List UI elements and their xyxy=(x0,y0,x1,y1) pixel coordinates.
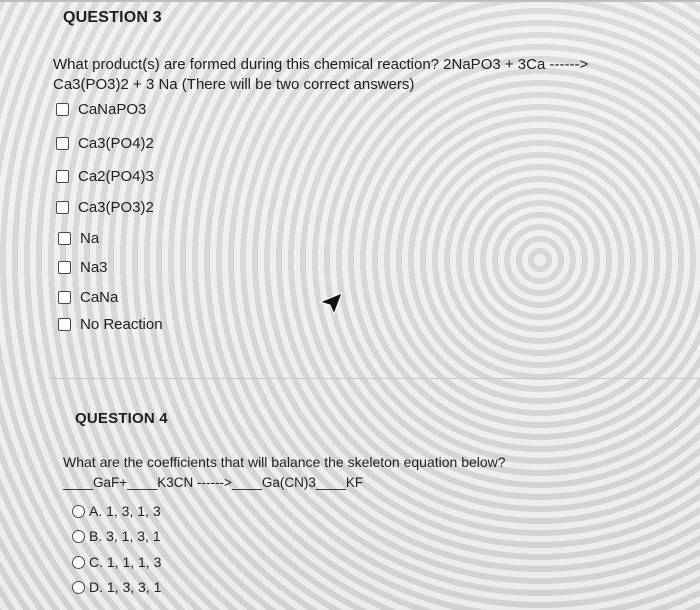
checkbox[interactable] xyxy=(58,232,71,245)
q4-option-c[interactable] xyxy=(72,551,161,573)
q3-option-ca2po43[interactable] xyxy=(56,165,154,187)
radio-button[interactable] xyxy=(72,505,85,518)
section-divider xyxy=(48,378,700,379)
q3-option-label: Na3 xyxy=(80,258,108,276)
radio-button[interactable] xyxy=(72,581,85,594)
q3-option-na3[interactable] xyxy=(58,256,108,278)
q3-option-cana[interactable] xyxy=(58,286,118,308)
question-4-stem: What are the coefficients that will balance the skeleton equation below? xyxy=(63,454,506,470)
checkbox[interactable] xyxy=(56,137,69,150)
checkbox[interactable] xyxy=(58,261,71,274)
checkbox[interactable] xyxy=(58,318,71,331)
q3-option-label: CaNaPO3 xyxy=(78,100,147,118)
q4-option-label: D. 1, 3, 3, 1 xyxy=(89,579,162,595)
q4-option-d[interactable] xyxy=(72,576,161,598)
question-4-equation: ____GaF+____K3CN ------>____Ga(CN)3____KF xyxy=(63,475,364,490)
q3-option-label: CaNa xyxy=(80,288,119,306)
q3-option-label: Ca3(PO4)2 xyxy=(78,134,154,152)
q4-option-label: C. 1, 1, 1, 3 xyxy=(89,554,162,570)
q3-option-label: Na xyxy=(80,229,100,247)
question-3-stem-line-2: Ca3(PO3)2 + 3 Na (There will be two correct answers) xyxy=(53,76,415,93)
question-3-header: QUESTION 3 xyxy=(63,9,162,26)
top-divider xyxy=(0,0,700,2)
question-3-stem-line-1: What product(s) are formed during this chemical reaction? 2NaPO3 + 3Ca ------> xyxy=(53,56,589,73)
q4-option-label: B. 3, 1, 3, 1 xyxy=(89,528,161,544)
q3-option-ca3po32[interactable] xyxy=(56,196,154,218)
checkbox[interactable] xyxy=(56,103,69,116)
mouse-cursor-icon xyxy=(318,290,344,321)
q3-option-label: No Reaction xyxy=(80,315,163,333)
q3-option-na[interactable] xyxy=(58,227,99,249)
q4-option-a[interactable] xyxy=(72,500,161,522)
checkbox[interactable] xyxy=(58,291,71,304)
checkbox[interactable] xyxy=(56,201,69,214)
q3-option-ca3po42[interactable] xyxy=(56,132,154,154)
checkbox[interactable] xyxy=(56,170,69,183)
radio-button[interactable] xyxy=(72,530,85,543)
q3-option-label: Ca3(PO3)2 xyxy=(78,198,154,216)
question-4-header: QUESTION 4 xyxy=(75,410,168,427)
q3-option-label: Ca2(PO4)3 xyxy=(78,167,154,185)
q3-option-no-reaction[interactable] xyxy=(58,313,163,335)
radio-button[interactable] xyxy=(72,556,85,569)
q3-option-canapo3[interactable] xyxy=(56,98,146,120)
q4-option-b[interactable] xyxy=(72,525,161,547)
question-3-stem xyxy=(53,55,683,95)
q4-option-label: A. 1, 3, 1, 3 xyxy=(89,503,161,519)
